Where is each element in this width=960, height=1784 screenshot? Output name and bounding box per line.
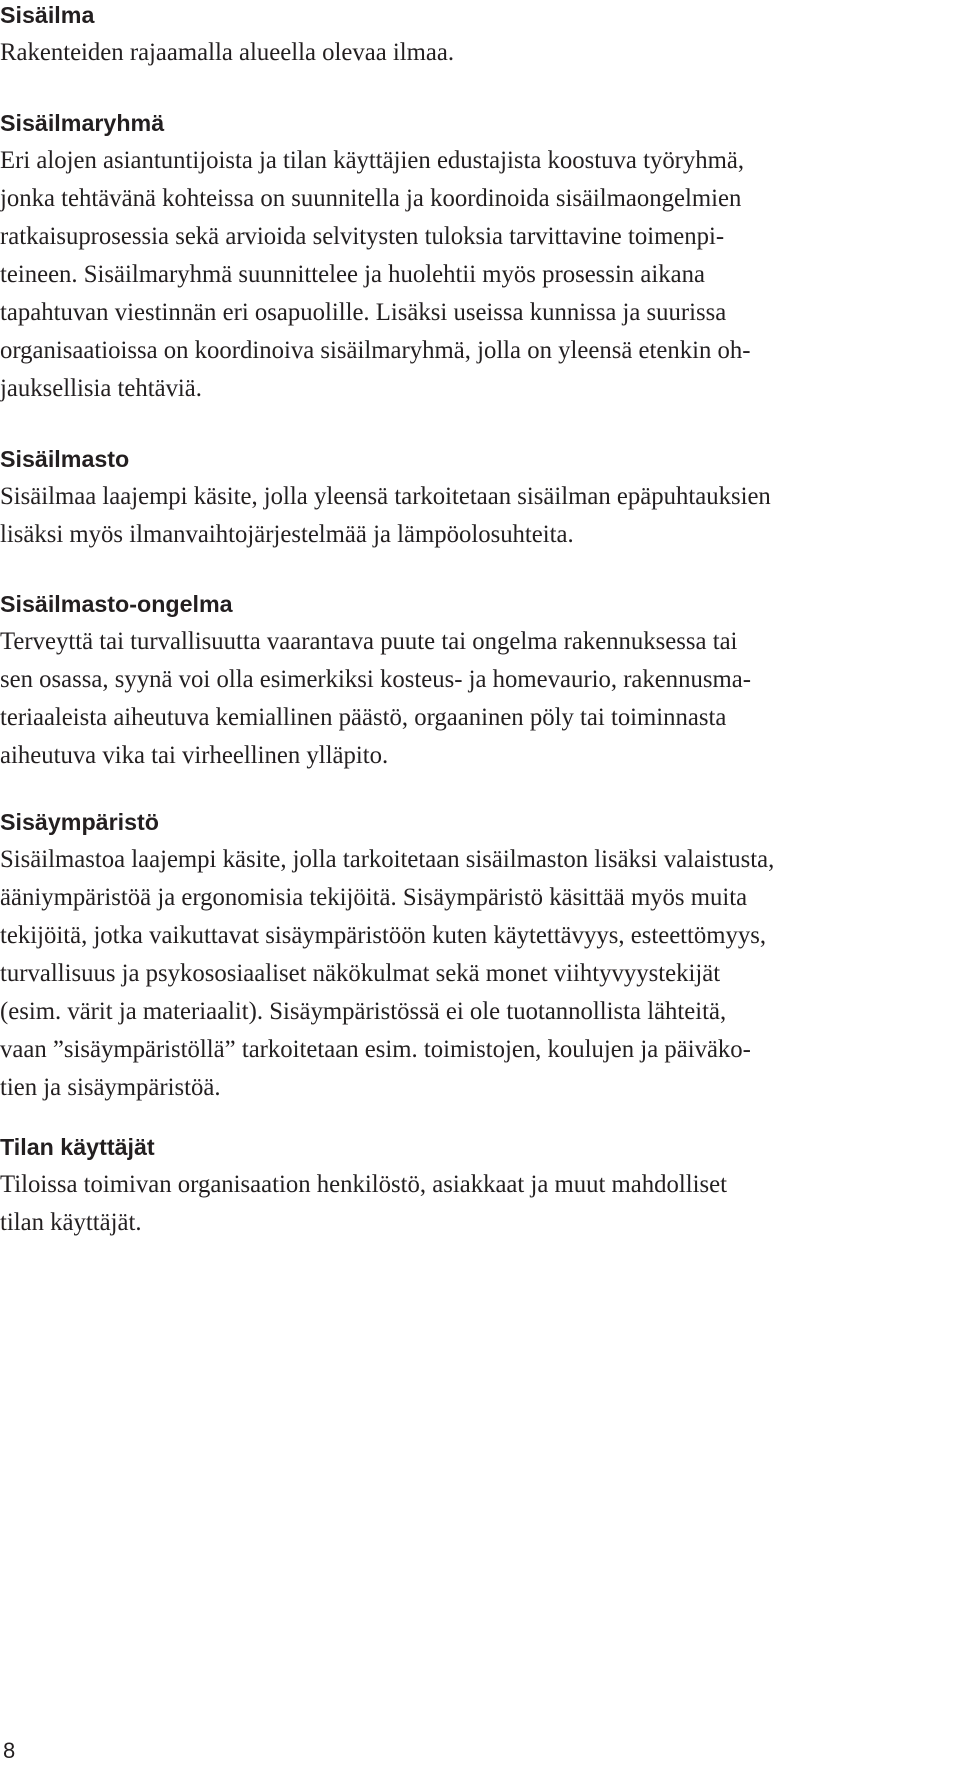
definition-line: ratkaisuprosessia sekä arvioida selvitysten tuloksia tarvittavine toimenpi-	[0, 223, 725, 250]
definition-line: lisäksi myös ilmanvaihtojärjestelmää ja lämpöolosuhteita.	[0, 521, 574, 548]
glossary-entry-sisailmaryhma	[0, 104, 960, 408]
term-heading: Sisäilmasto-ongelma	[0, 591, 233, 617]
definition-line: (esim. värit ja materiaalit). Sisäympäristössä ei ole tuotannollista lähteitä,	[0, 998, 727, 1025]
term-heading: Sisäilmaryhmä	[0, 110, 165, 136]
term-heading: Sisäilmasto	[0, 446, 130, 472]
definition-line: tilan käyttäjät.	[0, 1209, 142, 1236]
definition-line: Terveyttä tai turvallisuutta vaarantava puute tai ongelma rakennuksessa tai	[0, 628, 738, 655]
glossary-entry-sisailma	[0, 0, 960, 72]
definition-line: turvallisuus ja psykososiaaliset näkökulmat sekä monet viihtyvyystekijät	[0, 960, 721, 987]
definition-line: Rakenteiden rajaamalla alueella olevaa ilmaa.	[0, 39, 455, 66]
term-heading: Tilan käyttäjät	[0, 1134, 155, 1160]
glossary-entry-sisaymparisto	[0, 803, 960, 1107]
definition-line: Sisäilmastoa laajempi käsite, jolla tarkoitetaan sisäilmaston lisäksi valaistusta,	[0, 846, 775, 873]
page-number: 8	[3, 1738, 16, 1763]
definition-line: Tiloissa toimivan organisaation henkilöstö, asiakkaat ja muut mahdolliset	[0, 1171, 728, 1198]
definition-line: Sisäilmaa laajempi käsite, jolla yleensä tarkoitetaan sisäilman epäpuhtauksien	[0, 483, 771, 510]
definition-line: ääniympäristöä ja ergonomisia tekijöitä. Sisäympäristö käsittää myös muita	[0, 884, 748, 911]
definition-line: tien ja sisäympäristöä.	[0, 1074, 221, 1101]
definition-line: Eri alojen asiantuntijoista ja tilan käyttäjien edustajista koostuva työryhmä,	[0, 147, 745, 174]
definition-line: tekijöitä, jotka vaikuttavat sisäympäristöön kuten käytettävyys, esteettömyys,	[0, 922, 767, 949]
glossary-entry-sisailmasto-ongelma	[0, 585, 960, 775]
term-heading: Sisäympäristö	[0, 809, 159, 835]
glossary-entry-tilan-kayttajat	[0, 1128, 960, 1242]
definition-line: vaan ”sisäympäristöllä” tarkoitetaan esim. toimistojen, koulujen ja päiväko-	[0, 1036, 751, 1063]
definition-line: aiheutuva vika tai virheellinen ylläpito.	[0, 742, 389, 769]
term-heading: Sisäilma	[0, 2, 95, 28]
definition-line: sen osassa, syynä voi olla esimerkiksi kosteus- ja homevaurio, rakennusma-	[0, 666, 751, 693]
definition-line: jonka tehtävänä kohteissa on suunnitella ja koordinoida sisäilmaongelmien	[0, 185, 742, 212]
glossary-entry-sisailmasto	[0, 440, 960, 554]
definition-line: organisaatioissa on koordinoiva sisäilmaryhmä, jolla on yleensä etenkin oh-	[0, 337, 751, 364]
definition-line: teineen. Sisäilmaryhmä suunnittelee ja huolehtii myös prosessin aikana	[0, 261, 705, 288]
definition-line: tapahtuvan viestinnän eri osapuolille. Lisäksi useissa kunnissa ja suurissa	[0, 299, 727, 326]
definition-line: teriaaleista aiheutuva kemiallinen päästö, orgaaninen pöly tai toiminnasta	[0, 704, 727, 731]
definition-line: jauksellisia tehtäviä.	[0, 375, 202, 402]
